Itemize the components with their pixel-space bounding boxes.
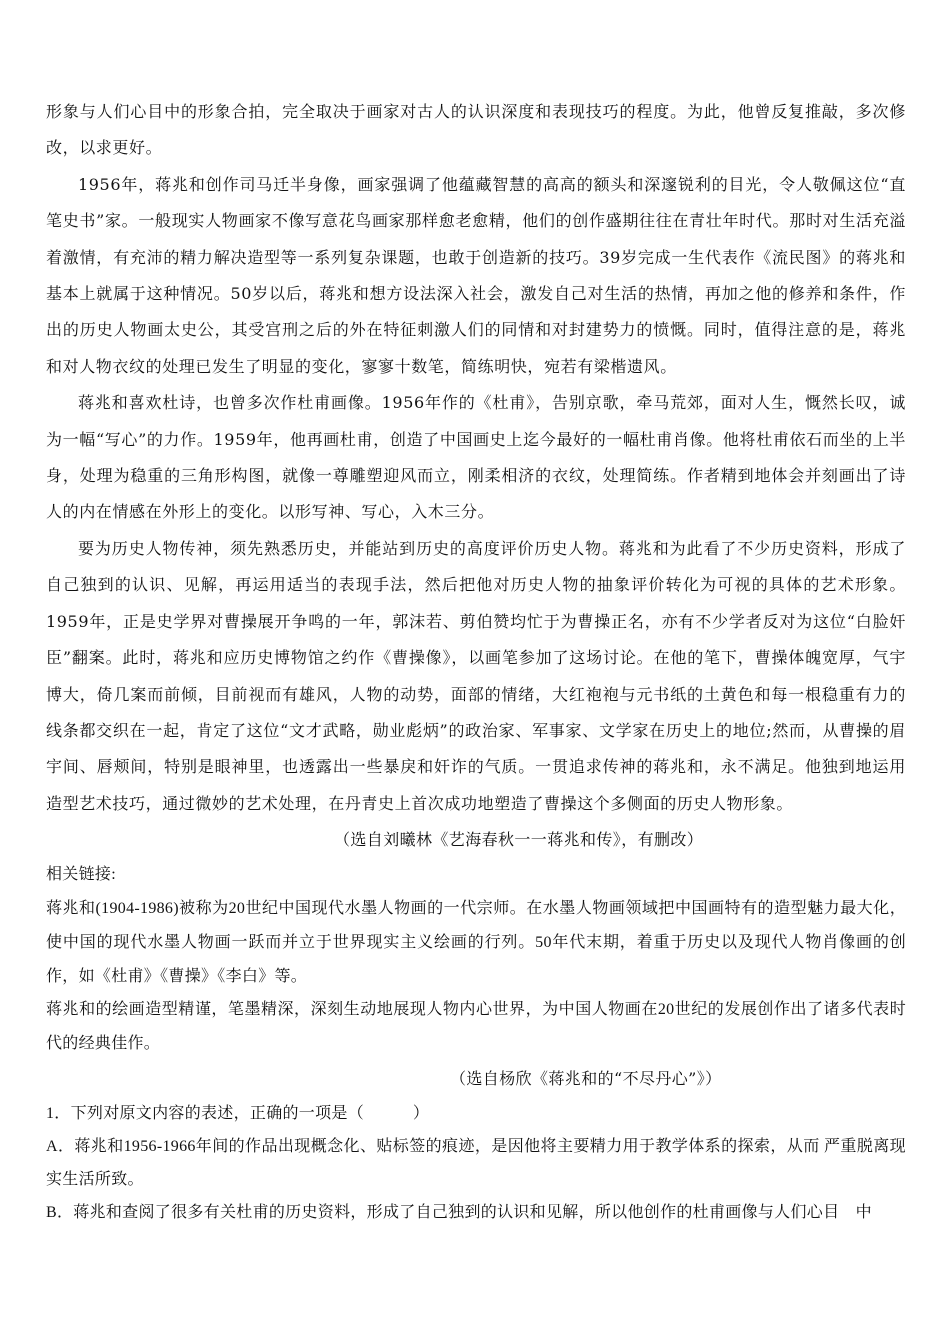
document-page	[46, 94, 906, 1229]
essay-body	[46, 94, 906, 822]
question-option-b: B．蒋兆和查阅了很多有关杜甫的历史资料，形成了自己独到的认识和见解，所以他创作的杜甫画像与人们心目 中	[46, 1203, 872, 1221]
essay-paragraph-2: 1956年，蒋兆和创作司马迁半身像，画家强调了他蕴藏智慧的高高的额头和深邃锐利的目光，令人敬佩这位“直笔史书”家。一般现实人物画家不像写意花鸟画家那样愈老愈精，他们的创作盛期往往在青壮年时代。那时对生活充溢着激情，有充沛的精力解决造型等一系列复杂课题，也敢于创造新的技巧。39岁完成一生代表作《流民图》的蒋兆和基本上就属于这种情况。50岁以后，蒋兆和想方设法深入社会，激发自己对生活的热情，再加之他的修养和条件，作出的历史人物画太史公，其受宫刑之后的外在特征刺激人们的同情和对封建势力的愤慨。同时，值得注意的是，蒋兆和对人物衣纹的处理已发生了明显的变化，寥寥十数笔，简练明快，宛若有梁楷遗风。	[46, 174, 906, 376]
essay-paragraph-4: 要为历史人物传神，须先熟悉历史，并能站到历史的高度评价历史人物。蒋兆和为此看了不少历史资料，形成了自己独到的认识、见解，再运用适当的表现手法，然后把他对历史人物的抽象评价转化为可视的具体的艺术形象。1959年，正是史学界对曹操展开争鸣的一年，郭沫若、剪伯赞均忙于为曹操正名，亦有不少学者反对为这位“白脸奸臣”翻案。此时，蒋兆和应历史博物馆之约作《曹操像》，以画笔参加了这场讨论。在他的笔下，曹操体魄宽厚，气宇博大，倚几案而前倾，目前视而有雄风，人物的动势，面部的情绪，大红袍袍与元书纸的土黄色和每一根稳重有力的线条都交织在一起，肯定了这位“文才武略，勋业彪炳”的政治家、军事家、文学家在历史上的地位;然而，从曹操的眉宇间、唇颊间，特别是眼神里，也透露出一些暴戾和奸诈的气质。一贯追求传神的蒋兆和，永不满足。他独到地运用造型艺术技巧，通过微妙的艺术处理，在丹青史上首次成功地塑造了曹操这个多侧面的历史人物形象。	[46, 538, 906, 813]
related-paragraph-1: 蒋兆和(1904-1986)被称为20世纪中国现代水墨人物画的一代宗师。在水墨人物画领域把中国画特有的造型魅力最大化，使中国的现代水墨人物画一跃而并立于世界现实主义绘画的行列。50年代末期，着重于历史以及现代人物肖像画的创作，如《杜甫》《曹操》《李白》等。	[46, 899, 906, 985]
essay-source-citation: （选自刘曦林《艺海春秋一一蒋兆和传》，有删改）	[334, 830, 704, 850]
question-stem: 1．下列对原文内容的表述，正确的一项是（ ）	[46, 1104, 430, 1122]
essay-paragraph-3: 蒋兆和喜欢杜诗，也曾多次作杜甫画像。1956年作的《杜甫》，告别京歌，牵马荒郊，面对人生，慨然长叹，诚为一幅“写心”的力作。1959年，他再画杜甫，创造了中国画史上迄今最好的一幅杜甫肖像。他将杜甫依石而坐的上半身，处理为稳重的三角形构图，就像一尊雕塑迎风而立，刚柔相济的衣纹，处理简练。作者精到地体会并刻画出了诗人的内在情感在外形上的变化。以形写神、写心，入木三分。	[46, 393, 906, 522]
related-links-heading: 相关链接:	[46, 866, 116, 884]
related-source-citation: （选自杨欣《蒋兆和的“不尽丹心”》）	[450, 1068, 722, 1088]
question-section	[46, 1097, 906, 1229]
essay-paragraph-1: 形象与人们心目中的形象合拍，完全取决于画家对古人的认识深度和表现技巧的程度。为此，他曾反复推敲，多次修改，以求更好。	[46, 102, 906, 158]
question-option-a: A．蒋兆和1956-1966年间的作品出现概念化、贴标签的痕迹，是因他将主要精力用于教学体系的探索，从而 严重脱离现实生活所致。	[46, 1137, 906, 1188]
related-paragraph-2: 蒋兆和的绘画造型精谨，笔墨精深，深刻生动地展现人物内心世界，为中国人物画在20世纪的发展创作出了诸多代表时代的经典佳作。	[46, 1001, 906, 1053]
related-links-section	[46, 858, 906, 1061]
